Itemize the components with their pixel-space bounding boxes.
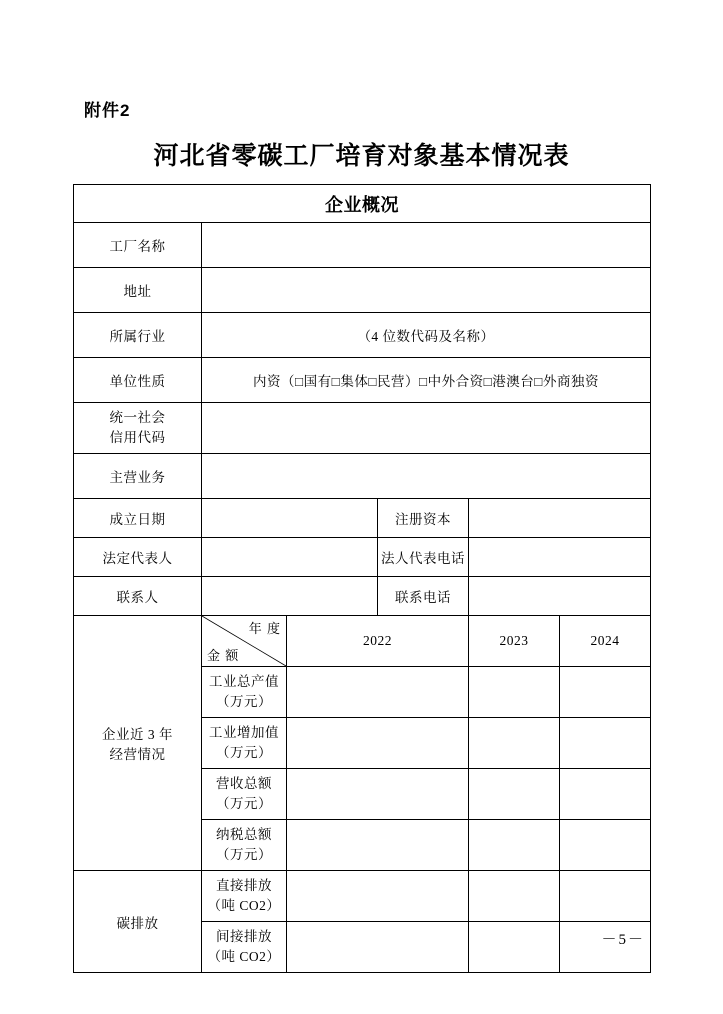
table-row-industry <box>74 313 651 358</box>
contact-phone-label: 联系电话 <box>378 577 469 616</box>
factory-name-value[interactable] <box>202 223 651 268</box>
unit-nature-label: 单位性质 <box>74 358 202 403</box>
metric-unit: （万元） <box>216 694 272 709</box>
attachment-label: 附件2 <box>84 101 131 120</box>
corner-year-label: 年 度 <box>248 621 281 636</box>
table-row-main-business <box>74 454 651 499</box>
table-row-section-header <box>74 185 651 223</box>
metric-value-2023[interactable] <box>469 922 560 973</box>
table-row-contact <box>74 577 651 616</box>
metric-value-2023[interactable] <box>469 820 560 871</box>
industry-label: 所属行业 <box>74 313 202 358</box>
metric-value-2024[interactable] <box>560 718 651 769</box>
metric-label-added-value <box>202 718 287 769</box>
legal-rep-label: 法定代表人 <box>74 538 202 577</box>
operation-block-label-line2: 经营情况 <box>109 747 166 762</box>
metric-value-2022[interactable] <box>287 871 469 922</box>
metric-value-2024[interactable] <box>560 820 651 871</box>
contact-phone-value[interactable] <box>469 577 651 616</box>
table-row-credit-code <box>74 403 651 454</box>
page-number: －5－ <box>601 932 645 948</box>
year-amount-corner-cell <box>202 616 287 667</box>
establish-date-label: 成立日期 <box>74 499 202 538</box>
metric-unit: （万元） <box>216 745 272 760</box>
address-label: 地址 <box>74 268 202 313</box>
legal-rep-phone-label: 法人代表电话 <box>378 538 469 577</box>
metric-name: 纳税总额 <box>216 827 272 843</box>
metric-unit: （万元） <box>216 847 272 862</box>
registered-capital-value[interactable] <box>469 499 651 538</box>
metric-name: 工业增加值 <box>209 725 279 741</box>
metric-value-2024[interactable] <box>560 769 651 820</box>
credit-code-label-line1: 统一社会 <box>109 410 166 426</box>
main-business-label: 主营业务 <box>74 454 202 499</box>
metric-value-2022[interactable] <box>287 820 469 871</box>
operation-block-label-line1: 企业近 3 年 <box>102 727 173 742</box>
metric-value-2022[interactable] <box>287 718 469 769</box>
contact-label: 联系人 <box>74 577 202 616</box>
metric-value-2024[interactable] <box>560 667 651 718</box>
metric-value-2024[interactable] <box>560 871 651 922</box>
year-header-2023: 2023 <box>469 616 560 667</box>
table-row-establish-date <box>74 499 651 538</box>
metric-value-2022[interactable] <box>287 769 469 820</box>
establish-date-value[interactable] <box>202 499 378 538</box>
metric-value-2023[interactable] <box>469 718 560 769</box>
registered-capital-label: 注册资本 <box>378 499 469 538</box>
metric-name: 营收总额 <box>216 776 272 792</box>
table-row-carbon <box>74 871 651 922</box>
metric-unit: （吨 CO2） <box>207 898 281 913</box>
metric-value-2023[interactable] <box>469 667 560 718</box>
corner-amount-label: 金 额 <box>207 648 240 663</box>
metric-name: 间接排放 <box>216 929 272 945</box>
unit-nature-value[interactable]: 内资（□国有□集体□民营）□中外合资□港澳台□外商独资 <box>202 358 651 403</box>
table-row-unit-nature <box>74 358 651 403</box>
metric-value-2023[interactable] <box>469 769 560 820</box>
section-title: 企业概况 <box>74 185 651 223</box>
company-profile-table <box>73 184 651 973</box>
table-row-factory-name <box>74 223 651 268</box>
page-title: 河北省零碳工厂培育对象基本情况表 <box>153 142 570 170</box>
credit-code-value[interactable] <box>202 403 651 454</box>
metric-label-direct-emission <box>202 871 287 922</box>
table-row-address <box>74 268 651 313</box>
carbon-block-label: 碳排放 <box>74 871 202 973</box>
table-row-legal-rep <box>74 538 651 577</box>
credit-code-label-line2: 信用代码 <box>109 430 166 445</box>
metric-unit: （万元） <box>216 796 272 811</box>
metric-label-revenue <box>202 769 287 820</box>
legal-rep-phone-value[interactable] <box>469 538 651 577</box>
credit-code-label <box>74 403 202 454</box>
contact-value[interactable] <box>202 577 378 616</box>
metric-unit: （吨 CO2） <box>207 949 281 964</box>
operation-block-label <box>74 616 202 871</box>
year-header-2024: 2024 <box>560 616 651 667</box>
industry-value[interactable]: （4 位数代码及名称） <box>202 313 651 358</box>
metric-label-tax <box>202 820 287 871</box>
main-business-value[interactable] <box>202 454 651 499</box>
table-row-years-header <box>74 616 651 667</box>
legal-rep-value[interactable] <box>202 538 378 577</box>
metric-label-total-output <box>202 667 287 718</box>
metric-value-2023[interactable] <box>469 871 560 922</box>
metric-label-indirect-emission <box>202 922 287 973</box>
metric-value-2022[interactable] <box>287 922 469 973</box>
metric-value-2022[interactable] <box>287 667 469 718</box>
year-header-2022: 2022 <box>287 616 469 667</box>
factory-name-label: 工厂名称 <box>74 223 202 268</box>
metric-name: 工业总产值 <box>209 674 279 690</box>
metric-name: 直接排放 <box>216 878 272 894</box>
address-value[interactable] <box>202 268 651 313</box>
